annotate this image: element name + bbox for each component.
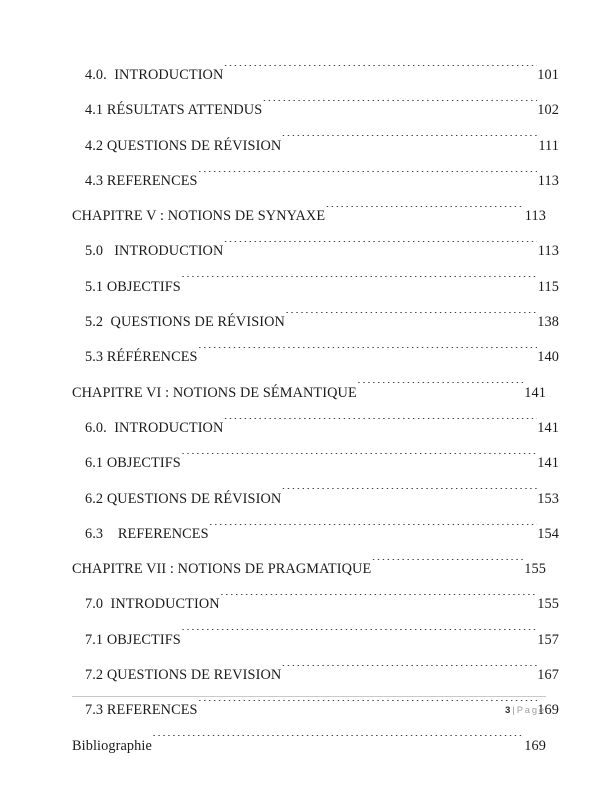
- toc-entry-title: 5.2 QUESTIONS DE RÉVISION: [85, 314, 285, 331]
- footer-page-label: Page: [516, 705, 546, 715]
- toc-entry[interactable]: [72, 729, 546, 764]
- footer-divider: [72, 696, 546, 697]
- toc-dot-leader: [224, 418, 537, 432]
- toc-entry[interactable]: [72, 623, 559, 658]
- toc-entry-page-number: 138: [537, 314, 559, 331]
- toc-entry-title: 5.1 OBJECTIFS: [85, 278, 181, 295]
- toc-entry[interactable]: [72, 58, 559, 93]
- toc-entry-title: Bibliographie: [72, 737, 152, 754]
- table-of-contents-list: [72, 58, 559, 764]
- toc-entry[interactable]: [72, 199, 546, 234]
- toc-entry-title: 6.2 QUESTIONS DE RÉVISION: [85, 490, 282, 507]
- toc-dot-leader: [198, 171, 537, 185]
- toc-entry-title: CHAPITRE V : NOTIONS DE SYNYAXE: [72, 208, 326, 225]
- toc-dot-leader: [285, 312, 536, 326]
- toc-entry-page-number: 115: [537, 278, 559, 295]
- toc-dot-leader: [220, 594, 537, 608]
- toc-entry-page-number: 153: [537, 490, 559, 507]
- toc-dot-leader: [282, 665, 537, 679]
- toc-entry[interactable]: [72, 552, 546, 587]
- toc-dot-leader: [263, 100, 537, 114]
- toc-entry-page-number: 154: [537, 525, 559, 542]
- page-footer: [72, 696, 546, 716]
- toc-entry-title: 6.3 REFERENCES: [85, 525, 209, 542]
- toc-entry-page-number: 102: [537, 102, 559, 119]
- toc-entry-page-number: 155: [524, 561, 546, 578]
- footer-page-number: 3: [505, 705, 511, 715]
- toc-dot-leader: [224, 65, 537, 79]
- toc-entry-page-number: 169: [537, 702, 559, 719]
- toc-entry-page-number: 101: [537, 67, 559, 83]
- toc-entry-page-number: 140: [537, 349, 559, 366]
- toc-entry-page-number: 155: [537, 596, 559, 613]
- toc-entry-page-number: 113: [537, 243, 559, 260]
- toc-dot-leader: [357, 382, 523, 396]
- toc-entry[interactable]: [72, 164, 559, 199]
- toc-entry-title: 7.0 INTRODUCTION: [85, 596, 220, 613]
- toc-entry[interactable]: [72, 587, 559, 622]
- toc-dot-leader: [326, 206, 525, 220]
- toc-entry-page-number: 141: [537, 455, 559, 472]
- toc-entry[interactable]: [72, 482, 559, 517]
- toc-dot-leader: [198, 347, 537, 361]
- toc-entry[interactable]: [72, 270, 559, 305]
- toc-entry[interactable]: [72, 411, 559, 446]
- footer-separator: |: [512, 705, 515, 715]
- toc-dot-leader: [209, 524, 537, 538]
- toc-dot-leader: [181, 453, 536, 467]
- toc-entry-page-number: 167: [537, 667, 559, 684]
- toc-entry[interactable]: [72, 446, 559, 481]
- toc-entry-title: 4.0. INTRODUCTION: [85, 67, 224, 83]
- toc-entry-page-number: 141: [524, 384, 546, 401]
- toc-entry-title: 4.1 RÉSULTATS ATTENDUS: [85, 102, 263, 119]
- toc-entry[interactable]: [72, 376, 546, 411]
- toc-dot-leader: [181, 276, 537, 290]
- toc-entry-title: 5.0 INTRODUCTION: [85, 243, 224, 260]
- toc-entry[interactable]: [72, 340, 559, 375]
- toc-entry-title: 7.3 REFERENCES: [85, 702, 198, 719]
- toc-entry-title: 6.0. INTRODUCTION: [85, 419, 224, 436]
- toc-dot-leader: [224, 241, 537, 255]
- toc-entry-page-number: 111: [538, 137, 559, 154]
- toc-dot-leader: [181, 629, 536, 643]
- toc-entry-page-number: 113: [524, 208, 546, 225]
- toc-entry-title: 4.3 REFERENCES: [85, 172, 198, 189]
- toc-entry-page-number: 169: [524, 737, 546, 754]
- toc-entry-title: CHAPITRE VII : NOTIONS DE PRAGMATIQUE: [72, 561, 372, 578]
- toc-dot-leader: [282, 135, 538, 149]
- toc-entry-title: 7.1 OBJECTIFS: [85, 631, 181, 648]
- toc-entry[interactable]: [72, 517, 559, 552]
- footer-page-indicator: [72, 704, 546, 716]
- toc-entry-page-number: 141: [537, 419, 559, 436]
- toc-dot-leader: [372, 559, 524, 573]
- toc-entry[interactable]: [72, 93, 559, 128]
- toc-entry-title: CHAPITRE VI : NOTIONS DE SÉMANTIQUE: [72, 384, 357, 401]
- toc-entry-title: 6.1 OBJECTIFS: [85, 455, 181, 472]
- toc-dot-leader: [152, 735, 523, 749]
- toc-entry[interactable]: [72, 305, 559, 340]
- toc-entry-title: 5.3 RÉFÉRENCES: [85, 349, 198, 366]
- toc-dot-leader: [282, 488, 537, 502]
- toc-entry[interactable]: [72, 129, 559, 164]
- toc-entry[interactable]: [72, 658, 559, 693]
- toc-entry-page-number: 113: [537, 172, 559, 189]
- toc-entry[interactable]: [72, 234, 559, 269]
- toc-entry-title: 7.2 QUESTIONS DE REVISION: [85, 667, 282, 684]
- toc-entry-page-number: 157: [537, 631, 559, 648]
- toc-entry-title: 4.2 QUESTIONS DE RÉVISION: [85, 137, 282, 154]
